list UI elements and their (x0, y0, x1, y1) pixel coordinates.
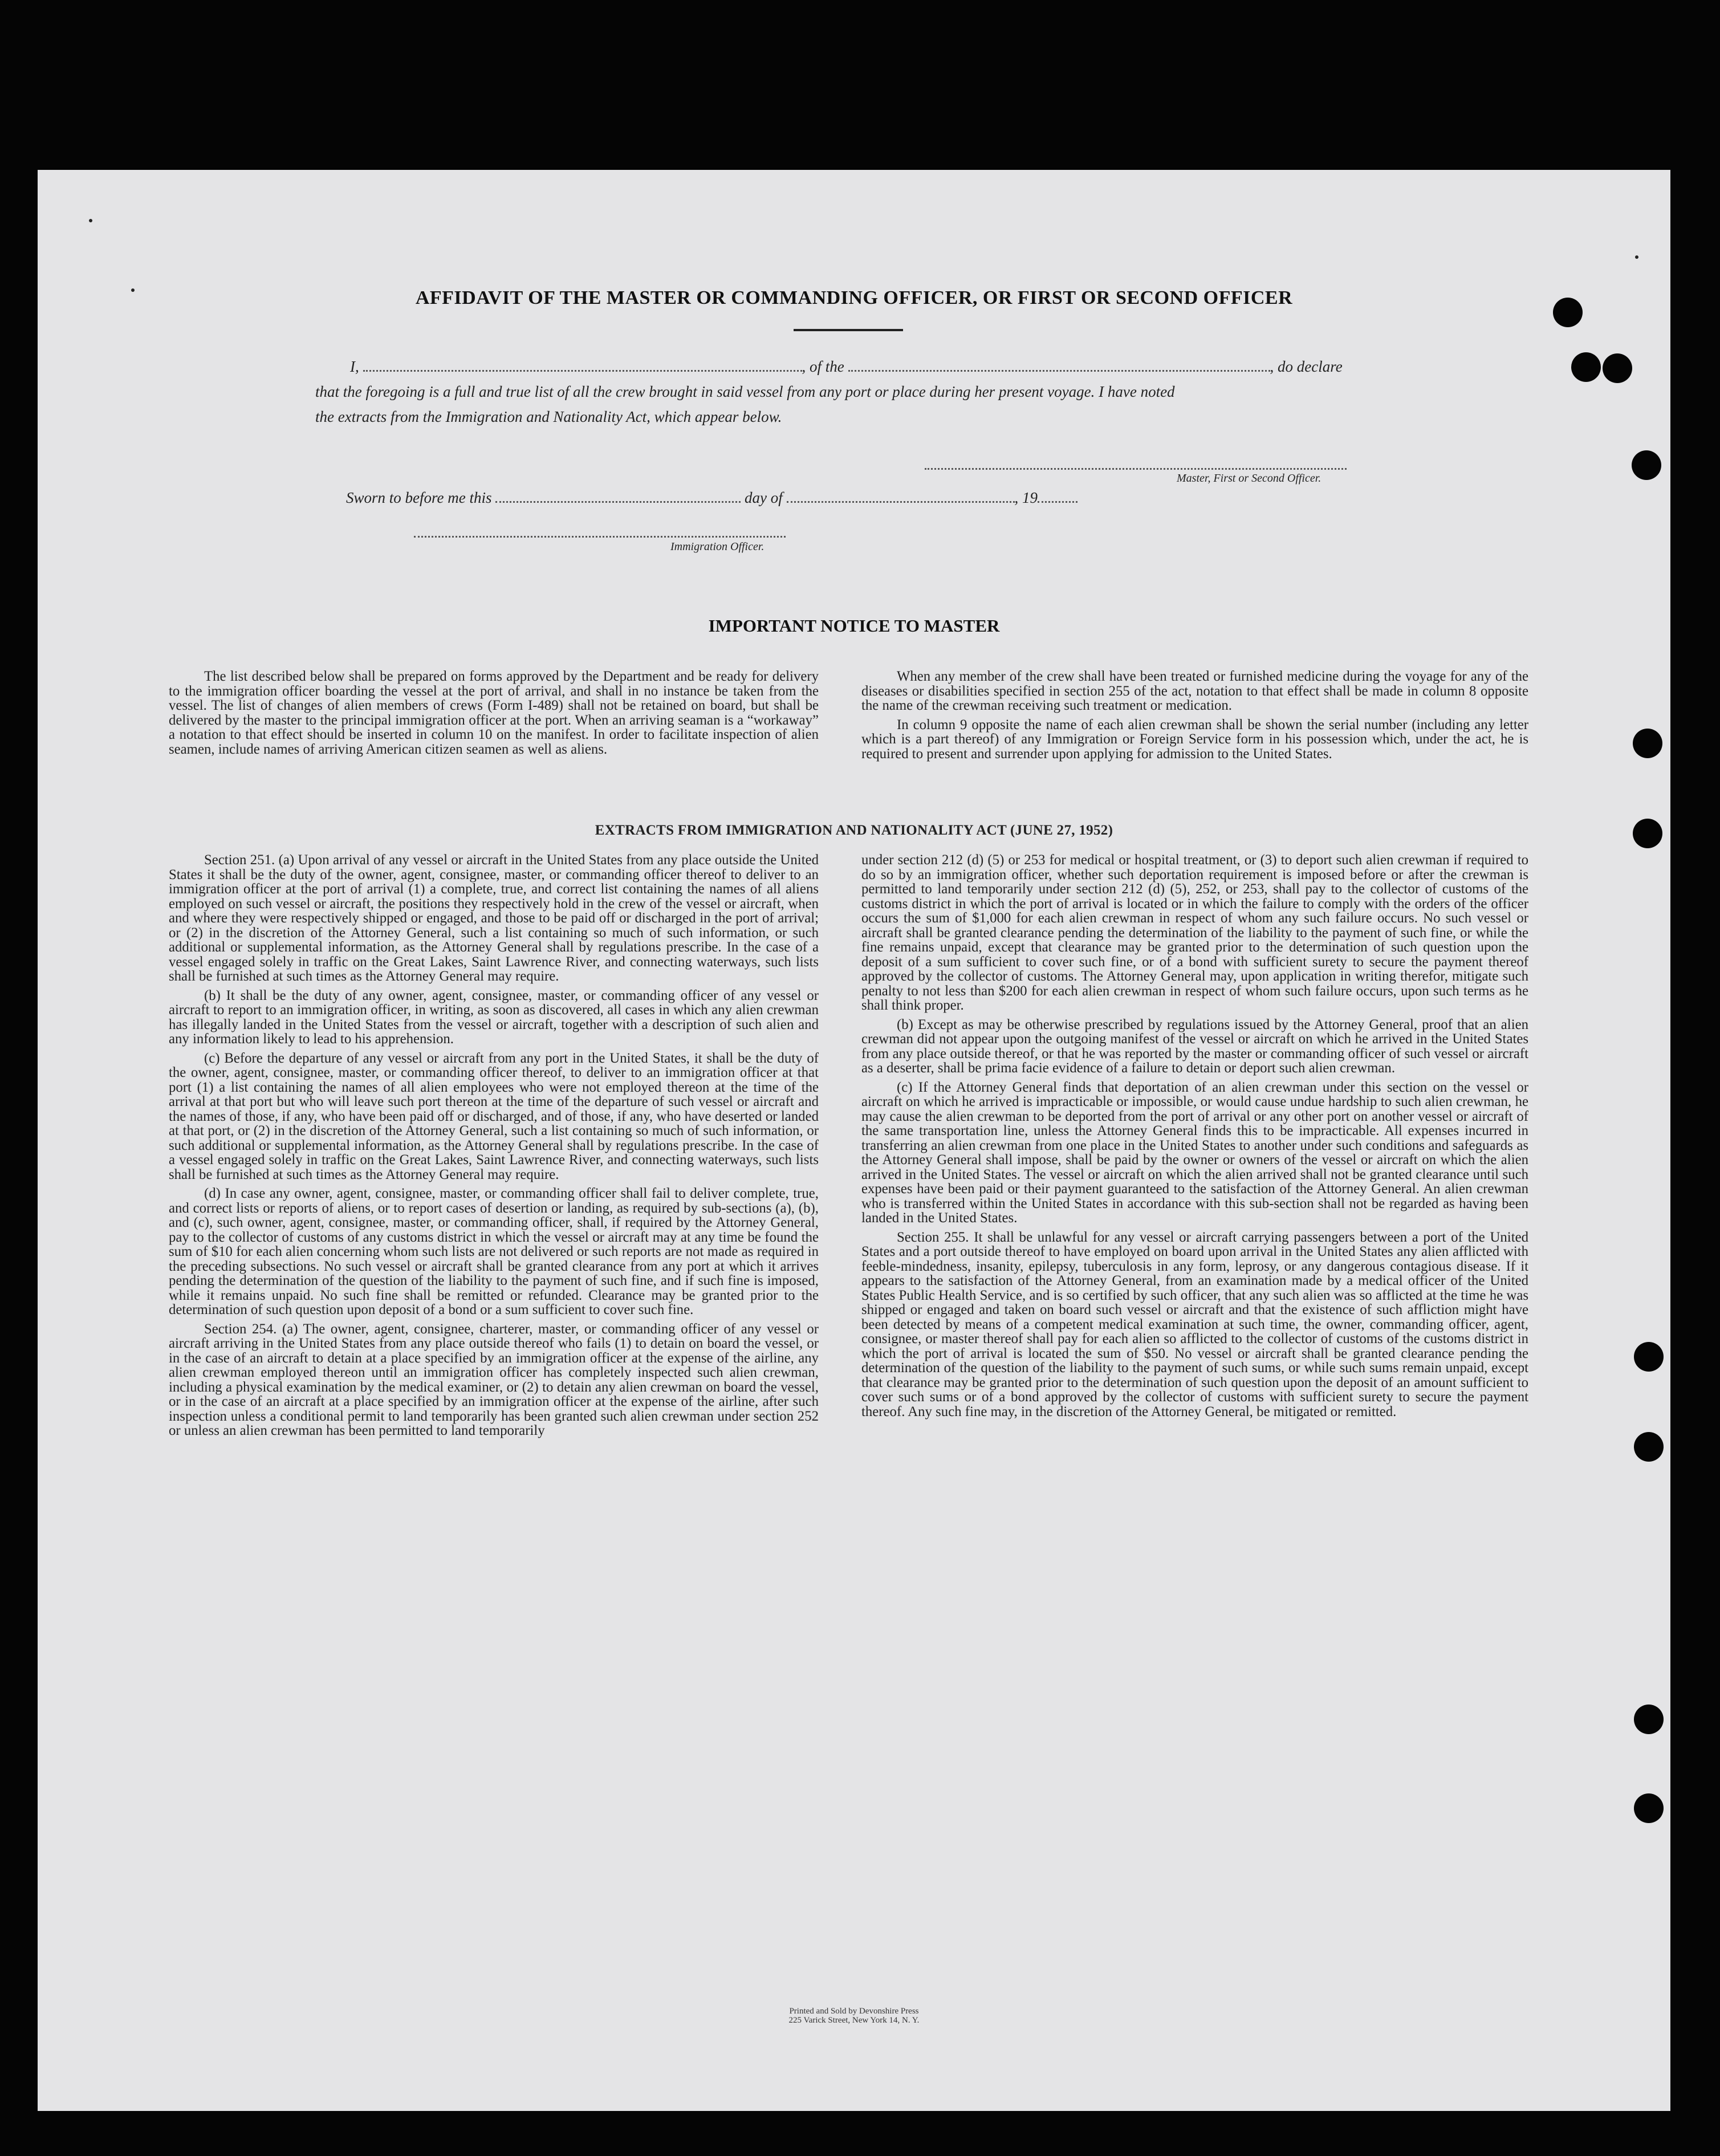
notice-right-column (861, 669, 1528, 766)
sworn-day-blank[interactable] (495, 501, 741, 503)
sworn-line (346, 489, 1077, 507)
title-underline (794, 329, 903, 331)
document-page (38, 170, 1670, 2111)
affidavit-line-1 (350, 358, 1343, 376)
section-254-b: (b) Except as may be otherwise prescribed by regulations issued by the Attorney General, proof that an alien crewman did not appear upon the outgoing manifest of the vessel or aircraft on which he arrived in the United States from any place outside thereof, or that he was reported by the master or commanding officer of such vessel or aircraft as a deserter, shall be prima facie evidence of a failure to detain or deport such alien crewman. (861, 1016, 1528, 1076)
affidavit-title: AFFIDAVIT OF THE MASTER OR COMMANDING OFFICER, OR FIRST OR SECOND OFFICER (415, 287, 1293, 308)
immigration-officer-label: Immigration Officer. (670, 540, 765, 553)
notice-right-paragraph-2: In column 9 opposite the name of each alien crewman shall be shown the serial number (including any letter which is a part thereof) of any Immigration or Foreign Service form in his possession which, under the act, he is required to present and surrender upon applying for admission to the United States. (861, 717, 1528, 762)
binder-hole (1553, 298, 1583, 327)
binder-hole (1633, 819, 1662, 848)
section-251-d: (d) In case any owner, agent, consignee, master, or commanding officer shall fail to deliver complete, true, and correct lists or reports of aliens, or to report cases of desertion or landing, as required by sub-sections (a), (b), and (c), such owner, agent, consignee, master, or commanding officer, shall, if required by the Attorney General, pay to the collector of customs of any customs district in which the vessel or aircraft may at any time be found the sum of $10 for each alien concerning whom such lists are not delivered or such reports are not made as required in the preceding subsections. No such vessel or aircraft shall be granted clearance from any port at which it arrives pending the determination of the question of the liability to the payment of such fine, and if such fine is imposed, while it remains unpaid. No such fine shall be remitted or refunded. Clearance may be granted prior to the determination of such question upon deposit of a bond or a sum sufficient to cover such fine. (169, 1186, 819, 1317)
section-254-a: Section 254. (a) The owner, agent, consignee, charterer, master, or commanding officer of any vessel or aircraft arriving in the United States from any place outside thereof who fails (1) to detain on board the vessel, or in the case of an aircraft to detain at a place specified by an immigration officer at the expense of the airline, any alien crewman employed thereon until an immigration officer has completely inspected such alien crewman, including a physical examination by the medical examiner, or (2) to detain any alien crewman on board the vessel, or in the case of an aircraft at a place specified by an immigration officer at the expense of the airline, after such inspection unless a conditional permit to land temporarily has been granted such alien crewman under section 252 or unless an alien crewman has been permitted to land temporarily (169, 1321, 819, 1438)
section-251-b: (b) It shall be the duty of any owner, agent, consignee, master, or commanding officer of any vessel or aircraft to report to an immigration officer, in writing, as soon as discovered, all cases in which any alien crewman has illegally landed in the United States from the vessel or aircraft, together with a description of such alien and any information likely to lead to his apprehension. (169, 987, 819, 1047)
sworn-month-blank[interactable] (787, 501, 1015, 503)
name-blank[interactable] (363, 369, 802, 372)
section-251-a: Section 251. (a) Upon arrival of any vessel or aircraft in the United States from any place outside the United States it shall be the duty of the owner, agent, consignee, master, or commanding officer thereof to deliver to an immigration officer at the port of arrival (1) a complete, true, and correct list containing the names of all aliens employed on such vessel or aircraft, the positions they respectively hold in the crew of the vessel or aircraft, when and where they were respectively shipped or engaged, and those to be paid off or discharged in the port of arrival; or (2) in the discretion of the Attorney General, such a list containing so much of such information, or such additional or supplemental information, as the Attorney General shall by regulations prescribe. In the case of a vessel engaged solely in traffic on the Great Lakes, Saint Lawrence River, and connecting waterways, such lists shall be furnished at such times as the Attorney General may require. (169, 852, 819, 984)
notice-heading: IMPORTANT NOTICE TO MASTER (708, 616, 1000, 636)
imprint-line-1: Printed and Sold by Devonshire Press (789, 2007, 919, 2016)
dust-speck (1635, 255, 1638, 259)
sworn-year-label: , 19 (1014, 489, 1038, 506)
binder-hole (1603, 353, 1632, 383)
master-signature-line[interactable] (925, 468, 1347, 470)
binder-hole (1634, 1705, 1664, 1734)
imprint-line-2: 225 Varick Street, New York 14, N. Y. (788, 2016, 920, 2025)
affidavit-do-declare-label: , do declare (1270, 358, 1343, 375)
section-254-a-continued: under section 212 (d) (5) or 253 for medical or hospital treatment, or (3) to deport such alien crewman if required to do so by an immigration officer, whether such deportation requirement is imposed before or after the crewman is permitted to land temporarily under section 212 (d) (5), 252, or 253, shall pay to the collector of customs of the customs district in which the port of arrival is located or in which the failure to comply with the orders of the officer occurs the sum of $1,000 for each alien crewman in respect of whom any such failure occurs. No such vessel or aircraft shall be granted clearance pending the determination of the liability to the payment of such fine, or while the fine remains unpaid, except that clearance may be granted prior to the determination of such question upon the deposit of a sum sufficient to cover such fine, or of a bond with sufficient surety to secure the payment thereof approved by the collector of customs. The Attorney General may, upon application in writing therefor, mitigate such penalty to not less than $200 for each alien crewman in respect of whom such failure occurs, upon such terms as he shall think proper. (861, 852, 1528, 1013)
immigration-officer-signature-line[interactable] (414, 536, 786, 538)
affidavit-i-label: I, (350, 358, 359, 375)
section-254-c: (c) If the Attorney General finds that deportation of an alien crewman under this section on the vessel or aircraft on which he arrived is impracticable or impossible, or would cause undue hardship to such alien crewman, he may cause the alien crewman to be deported from the port of arrival or any other port on another vessel or aircraft of the same transportation line, unless the Attorney General finds this to be impracticable. All expenses incurred in transferring an alien crewman from one place in the United States to another under such conditions and safeguards as the Attorney General shall impose, shall be paid by the owner or owners of the vessel or aircraft on which the alien arrived in the United States. The vessel or aircraft on which the alien arrived shall not be granted clearance until such expenses have been paid or their payment guaranteed to the satisfaction of the Attorney General. An alien crewman who is transferred within the United States in accordance with this sub-section shall not be regarded as having been landed in the United States. (861, 1079, 1528, 1226)
affidavit-line-2: that the foregoing is a full and true list of all the crew brought in said vessel from any port or place during her present voyage. I have noted (315, 383, 1175, 400)
printer-imprint (38, 2007, 1670, 2025)
sworn-day-of-label: day of (745, 489, 783, 506)
extracts-right-column (861, 853, 1528, 1423)
vessel-blank[interactable] (848, 369, 1270, 372)
binder-hole (1634, 1342, 1664, 1372)
section-255: Section 255. It shall be unlawful for any vessel or aircraft carrying passengers between a port of the United States and a port outside thereof to have employed on board upon arrival in the United States any alien afflicted with feeble-mindedness, insanity, epilepsy, tuberculosis in any form, leprosy, or any dangerous contagious disease. If it appears to the satisfaction of the Attorney General, from an examination made by a medical officer of the United States Public Health Service, and is so certified by such officer, that any such alien was so afflicted at the time he was shipped or engaged and taken on board such vessel or aircraft and that the existence of such affliction might have been detected by means of a competent medical examination at such time, the owner, commanding officer, agent, consignee, or master thereof shall pay for each alien so afflicted to the collector of customs of the customs district in which the port of arrival is located the sum of $50. No vessel or aircraft shall be granted clearance pending the determination of the question of the liability to the payment of such sums, or while such sums remain unpaid, except that clearance may be granted prior to the determination of such question upon the deposit of an amount sufficient to cover such sums or of a bond approved by the collector of customs with sufficient surety to secure the payment thereof. Any such fine may, in the discretion of the Attorney General, be mitigated or remitted. (861, 1229, 1528, 1419)
dust-speck (131, 288, 135, 292)
binder-hole (1634, 1432, 1664, 1462)
sworn-prefix: Sworn to before me this (346, 489, 492, 506)
notice-left-paragraph: The list described below shall be prepared on forms approved by the Department and be ready for delivery to the immigration officer boarding the vessel at the port of arrival, and shall in no instance be taken from the vessel. The list of changes of alien members of crews (Form I-489) shall not be retained on board, but shall be delivered by the master to the principal immigration officer at the port. When an arriving seaman is a “workaway” a notation to that effect should be inserted in column 10 on the manifest. In order to facilitate inspection of alien seamen, include names of arriving American citizen seamen as well as aliens. (169, 669, 819, 757)
binder-hole (1571, 352, 1601, 382)
affidavit-of-the-label: , of the (802, 358, 844, 375)
affidavit-line-3: the extracts from the Immigration and Nationality Act, which appear below. (315, 408, 782, 425)
notice-left-column (169, 669, 819, 761)
dust-speck (89, 219, 92, 222)
master-signature-label: Master, First or Second Officer. (1177, 472, 1321, 485)
binder-hole (1633, 729, 1662, 758)
section-251-c: (c) Before the departure of any vessel or aircraft from any port in the United States, it shall be the duty of the owner, agent, consignee, master, or commanding officer thereof, to deliver to an immigration officer at that port (1) a list containing the names of all alien employees who were not employed thereon at the time of the arrival at that port but who will leave such port thereon at the time of the departure of such vessel or aircraft and the names of those, if any, who have been paid off or discharged, and of those, if any, who have deserted or landed at that port, or (2) in the discretion of the Attorney General, such a list containing so much of such information, or such additional or supplemental information, as the Attorney General shall by regulations prescribe. In the case of a vessel engaged solely in traffic on the Great Lakes, Saint Lawrence River, and connecting waterways, such lists shall be furnished at such times as the Attorney General may require. (169, 1050, 819, 1182)
binder-hole (1632, 450, 1661, 480)
extracts-left-column (169, 853, 819, 1443)
extracts-heading: EXTRACTS FROM IMMIGRATION AND NATIONALITY ACT (JUNE 27, 1952) (595, 823, 1113, 838)
notice-right-paragraph-1: When any member of the crew shall have been treated or furnished medicine during the voyage for any of the diseases or disabilities specified in section 255 of the act, notation to that effect shall be made in column 8 opposite the name of the crewman receiving such treatment or medication. (861, 669, 1528, 713)
binder-hole (1634, 1793, 1664, 1823)
sworn-year-blank[interactable] (1038, 501, 1077, 503)
